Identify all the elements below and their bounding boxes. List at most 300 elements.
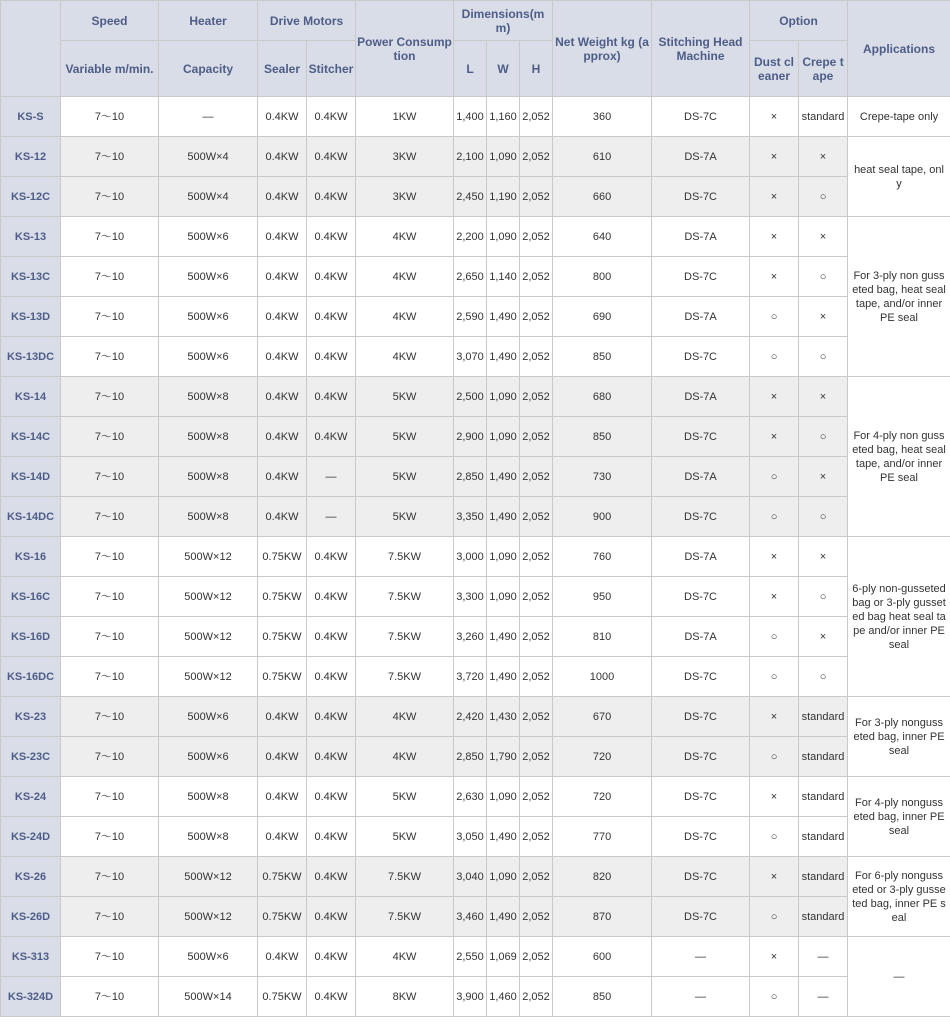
- cell-stitcher: 0.4KW: [307, 617, 356, 657]
- cell-power: 7.5KW: [356, 857, 454, 897]
- cell-model: KS-23C: [1, 737, 61, 777]
- cell-l: 1,400: [454, 97, 487, 137]
- cell-l: 2,850: [454, 457, 487, 497]
- cell-l: 2,550: [454, 937, 487, 977]
- cell-h: 2,052: [520, 977, 553, 1017]
- cell-l: 2,590: [454, 297, 487, 337]
- cell-model: KS-14: [1, 377, 61, 417]
- cell-crepe: standard: [799, 97, 848, 137]
- cell-weight: 810: [553, 617, 652, 657]
- cell-heater: 500W×6: [159, 737, 258, 777]
- header-power: Power Consumption: [356, 1, 454, 97]
- cell-dust: ×: [750, 217, 799, 257]
- cell-weight: 360: [553, 97, 652, 137]
- cell-power: 4KW: [356, 297, 454, 337]
- cell-crepe: —: [799, 937, 848, 977]
- cell-l: 2,200: [454, 217, 487, 257]
- cell-crepe: ○: [799, 657, 848, 697]
- cell-stitch: —: [652, 977, 750, 1017]
- cell-dust: ×: [750, 937, 799, 977]
- cell-stitch: DS-7C: [652, 817, 750, 857]
- cell-weight: 950: [553, 577, 652, 617]
- cell-model: KS-13C: [1, 257, 61, 297]
- cell-dust: ○: [750, 977, 799, 1017]
- cell-l: 3,070: [454, 337, 487, 377]
- cell-model: KS-14DC: [1, 497, 61, 537]
- cell-sealer: 0.75KW: [258, 897, 307, 937]
- table-row: [1, 297, 950, 337]
- cell-w: 1,490: [487, 497, 520, 537]
- cell-stitch: DS-7C: [652, 857, 750, 897]
- cell-stitcher: 0.4KW: [307, 777, 356, 817]
- cell-weight: 1000: [553, 657, 652, 697]
- cell-speed: 7～10: [61, 777, 159, 817]
- cell-l: 2,650: [454, 257, 487, 297]
- cell-sealer: 0.4KW: [258, 377, 307, 417]
- cell-speed: 7～10: [61, 217, 159, 257]
- cell-stitch: DS-7C: [652, 697, 750, 737]
- header-dim-h: H: [520, 41, 553, 97]
- cell-speed: 7～10: [61, 617, 159, 657]
- cell-stitch: DS-7C: [652, 657, 750, 697]
- table-row: [1, 417, 950, 457]
- cell-sealer: 0.4KW: [258, 937, 307, 977]
- cell-w: 1,790: [487, 737, 520, 777]
- cell-sealer: 0.4KW: [258, 697, 307, 737]
- cell-stitcher: 0.4KW: [307, 937, 356, 977]
- cell-power: 5KW: [356, 777, 454, 817]
- header-stitching: Stitching Head Machine: [652, 1, 750, 97]
- cell-stitcher: —: [307, 457, 356, 497]
- cell-power: 3KW: [356, 177, 454, 217]
- cell-heater: 500W×14: [159, 977, 258, 1017]
- cell-application: 6-ply non-gusseted bag or 3-ply gusseted bag heat seal tape and/or inner PE seal: [848, 537, 950, 697]
- cell-crepe: ○: [799, 177, 848, 217]
- cell-w: 1,090: [487, 777, 520, 817]
- cell-l: 2,900: [454, 417, 487, 457]
- cell-l: 3,900: [454, 977, 487, 1017]
- cell-stitch: DS-7A: [652, 537, 750, 577]
- cell-weight: 850: [553, 977, 652, 1017]
- cell-h: 2,052: [520, 497, 553, 537]
- cell-speed: 7～10: [61, 537, 159, 577]
- cell-h: 2,052: [520, 937, 553, 977]
- cell-model: KS-12: [1, 137, 61, 177]
- header-applications: Applications: [848, 1, 950, 97]
- header-dust-cleaner: Dust cleaner: [750, 41, 799, 97]
- cell-weight: 900: [553, 497, 652, 537]
- cell-sealer: 0.75KW: [258, 657, 307, 697]
- cell-h: 2,052: [520, 137, 553, 177]
- cell-stitcher: 0.4KW: [307, 337, 356, 377]
- cell-model: KS-12C: [1, 177, 61, 217]
- cell-power: 7.5KW: [356, 657, 454, 697]
- cell-h: 2,052: [520, 697, 553, 737]
- header-dimensions: Dimensions(mm): [454, 1, 553, 41]
- cell-crepe: standard: [799, 897, 848, 937]
- cell-l: 2,420: [454, 697, 487, 737]
- cell-l: 3,460: [454, 897, 487, 937]
- cell-stitch: DS-7A: [652, 137, 750, 177]
- cell-stitch: DS-7C: [652, 417, 750, 457]
- header-heater: Heater: [159, 1, 258, 41]
- table-row: [1, 697, 950, 737]
- cell-w: 1,090: [487, 137, 520, 177]
- cell-application: Crepe-tape only: [848, 97, 950, 137]
- cell-stitcher: 0.4KW: [307, 577, 356, 617]
- cell-speed: 7～10: [61, 497, 159, 537]
- cell-power: 7.5KW: [356, 617, 454, 657]
- cell-h: 2,052: [520, 857, 553, 897]
- cell-weight: 670: [553, 697, 652, 737]
- cell-h: 2,052: [520, 457, 553, 497]
- cell-application: —: [848, 937, 950, 1017]
- cell-sealer: 0.4KW: [258, 337, 307, 377]
- cell-h: 2,052: [520, 417, 553, 457]
- spec-table-body: [1, 97, 950, 1017]
- cell-dust: ×: [750, 697, 799, 737]
- corner-cell: [1, 1, 61, 97]
- cell-l: 3,000: [454, 537, 487, 577]
- cell-w: 1,069: [487, 937, 520, 977]
- cell-heater: 500W×6: [159, 257, 258, 297]
- cell-l: 2,450: [454, 177, 487, 217]
- cell-stitcher: 0.4KW: [307, 217, 356, 257]
- cell-speed: 7～10: [61, 257, 159, 297]
- cell-dust: ×: [750, 577, 799, 617]
- cell-power: 4KW: [356, 697, 454, 737]
- cell-weight: 820: [553, 857, 652, 897]
- cell-power: 5KW: [356, 497, 454, 537]
- cell-stitcher: 0.4KW: [307, 177, 356, 217]
- table-row: [1, 457, 950, 497]
- cell-heater: 500W×4: [159, 177, 258, 217]
- cell-heater: 500W×8: [159, 817, 258, 857]
- cell-h: 2,052: [520, 617, 553, 657]
- cell-crepe: ×: [799, 297, 848, 337]
- cell-w: 1,490: [487, 297, 520, 337]
- cell-stitcher: 0.4KW: [307, 377, 356, 417]
- cell-power: 4KW: [356, 737, 454, 777]
- table-row: [1, 137, 950, 177]
- cell-w: 1,490: [487, 817, 520, 857]
- cell-model: KS-S: [1, 97, 61, 137]
- cell-speed: 7～10: [61, 457, 159, 497]
- cell-power: 4KW: [356, 257, 454, 297]
- cell-model: KS-16D: [1, 617, 61, 657]
- table-row: [1, 577, 950, 617]
- cell-crepe: standard: [799, 777, 848, 817]
- cell-crepe: ○: [799, 577, 848, 617]
- cell-power: 8KW: [356, 977, 454, 1017]
- cell-power: 5KW: [356, 417, 454, 457]
- header-sealer: Sealer: [258, 41, 307, 97]
- table-row: [1, 977, 950, 1017]
- cell-l: 2,850: [454, 737, 487, 777]
- header-stitcher: Stitcher: [307, 41, 356, 97]
- cell-model: KS-14D: [1, 457, 61, 497]
- cell-dust: ×: [750, 777, 799, 817]
- cell-model: KS-24: [1, 777, 61, 817]
- cell-sealer: 0.4KW: [258, 97, 307, 137]
- cell-h: 2,052: [520, 177, 553, 217]
- cell-l: 3,050: [454, 817, 487, 857]
- cell-speed: 7～10: [61, 577, 159, 617]
- header-dim-l: L: [454, 41, 487, 97]
- cell-dust: ○: [750, 737, 799, 777]
- cell-model: KS-313: [1, 937, 61, 977]
- cell-stitcher: 0.4KW: [307, 537, 356, 577]
- cell-weight: 600: [553, 937, 652, 977]
- cell-heater: 500W×4: [159, 137, 258, 177]
- cell-w: 1,490: [487, 897, 520, 937]
- cell-dust: ×: [750, 857, 799, 897]
- cell-stitcher: 0.4KW: [307, 857, 356, 897]
- cell-heater: 500W×8: [159, 497, 258, 537]
- cell-application: heat seal tape, only: [848, 137, 950, 217]
- cell-h: 2,052: [520, 297, 553, 337]
- cell-dust: ○: [750, 497, 799, 537]
- cell-h: 2,052: [520, 257, 553, 297]
- cell-crepe: standard: [799, 857, 848, 897]
- cell-model: KS-324D: [1, 977, 61, 1017]
- header-drive-motors: Drive Motors: [258, 1, 356, 41]
- cell-weight: 800: [553, 257, 652, 297]
- cell-stitcher: 0.4KW: [307, 137, 356, 177]
- cell-stitch: DS-7A: [652, 297, 750, 337]
- cell-crepe: ×: [799, 457, 848, 497]
- cell-w: 1,090: [487, 217, 520, 257]
- cell-speed: 7～10: [61, 937, 159, 977]
- cell-application: For 3-ply non gusseted bag, heat seal tape, and/or inner PE seal: [848, 217, 950, 377]
- cell-stitcher: 0.4KW: [307, 897, 356, 937]
- cell-speed: 7～10: [61, 137, 159, 177]
- cell-stitcher: 0.4KW: [307, 657, 356, 697]
- header-speed: Speed: [61, 1, 159, 41]
- cell-h: 2,052: [520, 577, 553, 617]
- cell-l: 2,100: [454, 137, 487, 177]
- cell-crepe: ×: [799, 137, 848, 177]
- cell-model: KS-16C: [1, 577, 61, 617]
- cell-h: 2,052: [520, 537, 553, 577]
- cell-dust: ○: [750, 817, 799, 857]
- cell-sealer: 0.4KW: [258, 817, 307, 857]
- cell-speed: 7～10: [61, 737, 159, 777]
- cell-crepe: standard: [799, 737, 848, 777]
- cell-l: 3,720: [454, 657, 487, 697]
- cell-weight: 660: [553, 177, 652, 217]
- cell-speed: 7～10: [61, 697, 159, 737]
- cell-stitch: DS-7C: [652, 897, 750, 937]
- cell-weight: 640: [553, 217, 652, 257]
- cell-crepe: —: [799, 977, 848, 1017]
- cell-heater: 500W×12: [159, 657, 258, 697]
- header-option: Option: [750, 1, 848, 41]
- table-row: [1, 937, 950, 977]
- cell-sealer: 0.4KW: [258, 497, 307, 537]
- cell-l: 2,500: [454, 377, 487, 417]
- table-row: [1, 817, 950, 857]
- cell-l: 3,260: [454, 617, 487, 657]
- cell-weight: 760: [553, 537, 652, 577]
- cell-w: 1,490: [487, 617, 520, 657]
- cell-heater: 500W×12: [159, 857, 258, 897]
- cell-stitch: DS-7C: [652, 337, 750, 377]
- cell-speed: 7～10: [61, 97, 159, 137]
- cell-dust: ○: [750, 897, 799, 937]
- cell-power: 4KW: [356, 217, 454, 257]
- cell-weight: 850: [553, 417, 652, 457]
- cell-sealer: 0.4KW: [258, 137, 307, 177]
- cell-sealer: 0.4KW: [258, 217, 307, 257]
- cell-speed: 7～10: [61, 337, 159, 377]
- cell-speed: 7～10: [61, 897, 159, 937]
- cell-stitch: DS-7A: [652, 457, 750, 497]
- cell-h: 2,052: [520, 737, 553, 777]
- cell-speed: 7～10: [61, 977, 159, 1017]
- cell-stitcher: —: [307, 497, 356, 537]
- table-row: [1, 217, 950, 257]
- cell-weight: 720: [553, 777, 652, 817]
- cell-w: 1,430: [487, 697, 520, 737]
- cell-h: 2,052: [520, 217, 553, 257]
- cell-h: 2,052: [520, 337, 553, 377]
- cell-crepe: ○: [799, 337, 848, 377]
- cell-stitch: DS-7C: [652, 177, 750, 217]
- cell-stitcher: 0.4KW: [307, 257, 356, 297]
- table-row: [1, 257, 950, 297]
- cell-dust: ○: [750, 657, 799, 697]
- cell-model: KS-23: [1, 697, 61, 737]
- cell-application: For 6-ply nongusseted or 3-ply gusseted bag, inner PE seal: [848, 857, 950, 937]
- cell-dust: ○: [750, 337, 799, 377]
- cell-heater: 500W×6: [159, 217, 258, 257]
- cell-heater: 500W×6: [159, 297, 258, 337]
- cell-heater: 500W×8: [159, 457, 258, 497]
- cell-dust: ○: [750, 297, 799, 337]
- table-row: [1, 377, 950, 417]
- cell-weight: 610: [553, 137, 652, 177]
- cell-heater: 500W×6: [159, 937, 258, 977]
- cell-stitch: DS-7A: [652, 617, 750, 657]
- cell-dust: ×: [750, 377, 799, 417]
- cell-speed: 7～10: [61, 817, 159, 857]
- cell-l: 3,300: [454, 577, 487, 617]
- cell-weight: 690: [553, 297, 652, 337]
- table-row: [1, 657, 950, 697]
- cell-model: KS-14C: [1, 417, 61, 457]
- cell-w: 1,090: [487, 377, 520, 417]
- cell-heater: 500W×8: [159, 417, 258, 457]
- cell-l: 3,040: [454, 857, 487, 897]
- cell-stitcher: 0.4KW: [307, 417, 356, 457]
- cell-crepe: ×: [799, 537, 848, 577]
- cell-speed: 7～10: [61, 297, 159, 337]
- cell-stitcher: 0.4KW: [307, 97, 356, 137]
- cell-weight: 770: [553, 817, 652, 857]
- cell-w: 1,090: [487, 417, 520, 457]
- cell-sealer: 0.4KW: [258, 777, 307, 817]
- cell-speed: 7～10: [61, 177, 159, 217]
- table-row: [1, 177, 950, 217]
- cell-weight: 850: [553, 337, 652, 377]
- cell-crepe: ○: [799, 497, 848, 537]
- cell-application: For 4-ply nongusseted bag, inner PE seal: [848, 777, 950, 857]
- cell-w: 1,190: [487, 177, 520, 217]
- header-heater-sub: Capacity: [159, 41, 258, 97]
- cell-crepe: ○: [799, 417, 848, 457]
- cell-sealer: 0.4KW: [258, 297, 307, 337]
- cell-sealer: 0.75KW: [258, 977, 307, 1017]
- cell-stitch: DS-7A: [652, 217, 750, 257]
- cell-stitch: DS-7C: [652, 97, 750, 137]
- cell-h: 2,052: [520, 97, 553, 137]
- cell-dust: ×: [750, 97, 799, 137]
- cell-stitch: DS-7C: [652, 737, 750, 777]
- cell-w: 1,490: [487, 337, 520, 377]
- cell-stitcher: 0.4KW: [307, 977, 356, 1017]
- cell-dust: ×: [750, 537, 799, 577]
- cell-power: 4KW: [356, 337, 454, 377]
- cell-crepe: ○: [799, 257, 848, 297]
- cell-stitch: DS-7C: [652, 497, 750, 537]
- cell-w: 1,140: [487, 257, 520, 297]
- cell-heater: 500W×12: [159, 537, 258, 577]
- cell-w: 1,090: [487, 857, 520, 897]
- cell-h: 2,052: [520, 817, 553, 857]
- cell-model: KS-13D: [1, 297, 61, 337]
- header-speed-sub: Variable m/min.: [61, 41, 159, 97]
- table-row: [1, 737, 950, 777]
- cell-stitcher: 0.4KW: [307, 817, 356, 857]
- cell-heater: 500W×6: [159, 337, 258, 377]
- header-crepe-tape: Crepe tape: [799, 41, 848, 97]
- cell-w: 1,490: [487, 657, 520, 697]
- cell-model: KS-16: [1, 537, 61, 577]
- header-weight: Net Weight kg (approx): [553, 1, 652, 97]
- cell-power: 7.5KW: [356, 537, 454, 577]
- cell-model: KS-13: [1, 217, 61, 257]
- table-row: [1, 617, 950, 657]
- cell-power: 3KW: [356, 137, 454, 177]
- cell-speed: 7～10: [61, 657, 159, 697]
- cell-sealer: 0.4KW: [258, 177, 307, 217]
- cell-speed: 7～10: [61, 417, 159, 457]
- cell-stitcher: 0.4KW: [307, 297, 356, 337]
- cell-dust: ○: [750, 617, 799, 657]
- cell-w: 1,460: [487, 977, 520, 1017]
- cell-crepe: standard: [799, 697, 848, 737]
- cell-sealer: 0.75KW: [258, 857, 307, 897]
- cell-dust: ×: [750, 177, 799, 217]
- cell-sealer: 0.4KW: [258, 417, 307, 457]
- cell-crepe: ×: [799, 377, 848, 417]
- cell-heater: 500W×12: [159, 617, 258, 657]
- cell-l: 3,350: [454, 497, 487, 537]
- cell-stitch: DS-7C: [652, 577, 750, 617]
- cell-sealer: 0.4KW: [258, 737, 307, 777]
- cell-dust: ○: [750, 457, 799, 497]
- cell-h: 2,052: [520, 377, 553, 417]
- cell-power: 5KW: [356, 377, 454, 417]
- cell-stitch: DS-7C: [652, 777, 750, 817]
- cell-sealer: 0.75KW: [258, 577, 307, 617]
- cell-power: 7.5KW: [356, 577, 454, 617]
- cell-sealer: 0.75KW: [258, 617, 307, 657]
- cell-w: 1,090: [487, 577, 520, 617]
- cell-weight: 720: [553, 737, 652, 777]
- cell-weight: 870: [553, 897, 652, 937]
